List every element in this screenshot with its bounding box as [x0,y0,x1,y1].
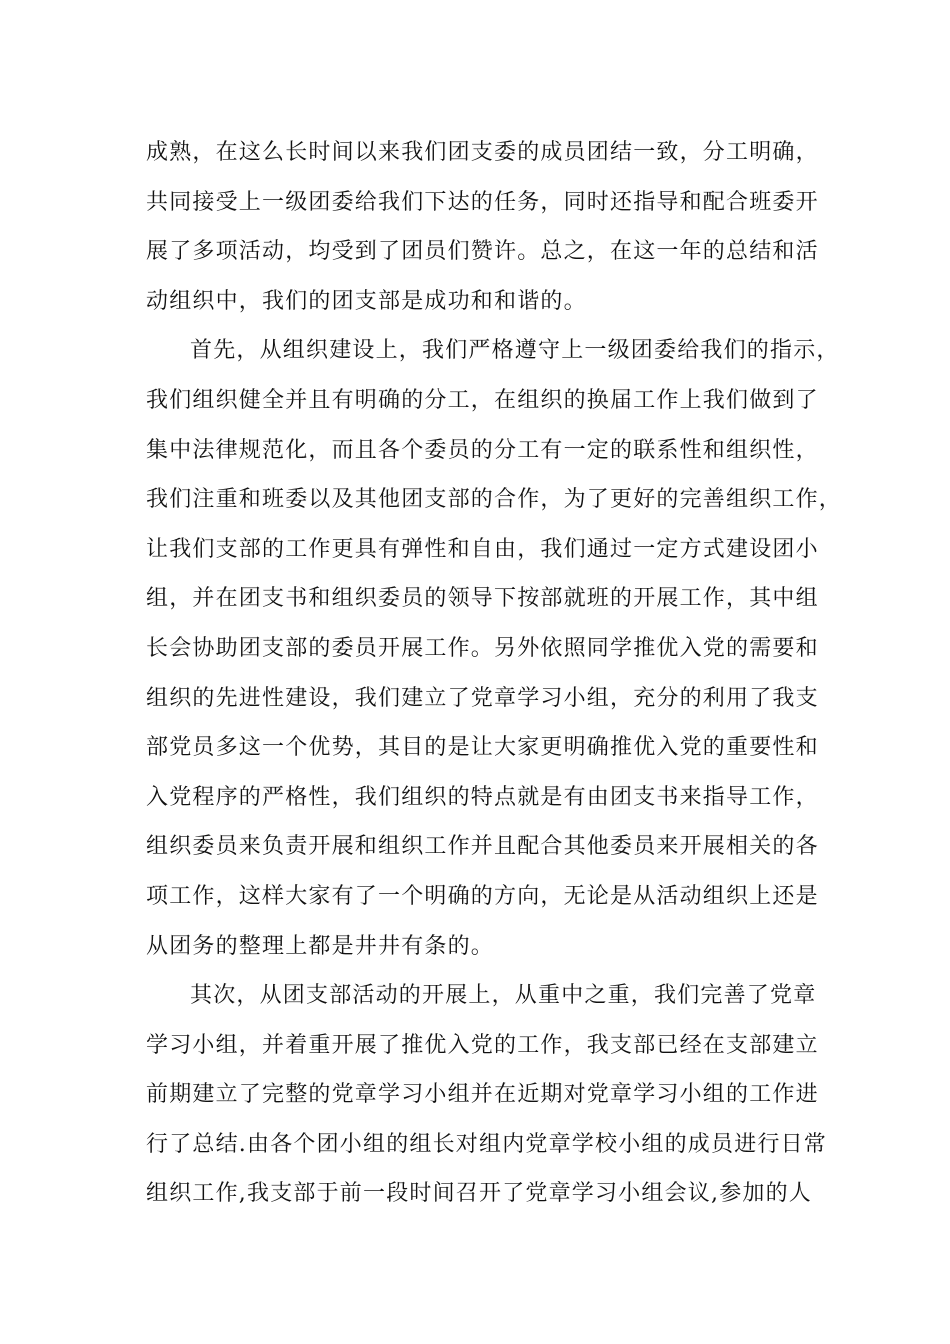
text-line: 动组织中，我们的团支部是成功和和谐的。 [146,288,587,314]
text-line: 学习小组，并着重开展了推优入党的工作，我支部已经在支部建立 [146,1032,819,1058]
paragraph-start-line: 首先，从组织建设上，我们严格遵守上一级团委给我们的指示， [190,338,840,364]
text-line: 入党程序的严格性，我们组织的特点就是有由团支书来指导工作， [146,784,819,810]
text-line: 我们组织健全并且有明确的分工，在组织的换届工作上我们做到了 [146,387,819,413]
text-line: 共同接受上一级团委给我们下达的任务，同时还指导和配合班委开 [146,189,819,215]
text-line: 长会协助团支部的委员开展工作。另外依照同学推优入党的需要和 [146,635,819,661]
text-line: 展了多项活动，均受到了团员们赞许。总之，在这一年的总结和活 [146,239,819,265]
text-line: 组，并在团支书和组织委员的领导下按部就班的开展工作，其中组 [146,586,819,612]
text-line: 组织的先进性建设，我们建立了党章学习小组，充分的利用了我支 [146,685,819,711]
paragraph-start-line: 其次，从团支部活动的开展上，从重中之重，我们完善了党章 [190,983,817,1009]
text-line: 前期建立了完整的党章学习小组并在近期对党章学习小组的工作进 [146,1082,819,1108]
text-line: 集中法律规范化，而且各个委员的分工有一定的联系性和组织性， [146,437,819,463]
text-line: 从团务的整理上都是井井有条的。 [146,933,495,959]
text-line: 我们注重和班委以及其他团支部的合作，为了更好的完善组织工作， [146,487,843,513]
text-line: 组织委员来负责开展和组织工作并且配合其他委员来开展相关的各 [146,834,819,860]
text-line: 部党员多这一个优势，其目的是让大家更明确推优入党的重要性和 [146,735,819,761]
text-line: 成熟，在这么长时间以来我们团支委的成员团结一致，分工明确， [146,140,819,165]
text-line: 让我们支部的工作更具有弹性和自由，我们通过一定方式建设团小 [146,536,819,562]
text-line: 行了总结.由各个团小组的组长对组内党章学校小组的成员进行日常 [146,1131,827,1157]
text-line: 项工作，这样大家有了一个明确的方向，无论是从活动组织上还是 [146,883,819,909]
text-line: 组织工作,我支部于前一段时间召开了党章学习小组会议,参加的人 [146,1181,812,1207]
document-body [146,128,843,1219]
